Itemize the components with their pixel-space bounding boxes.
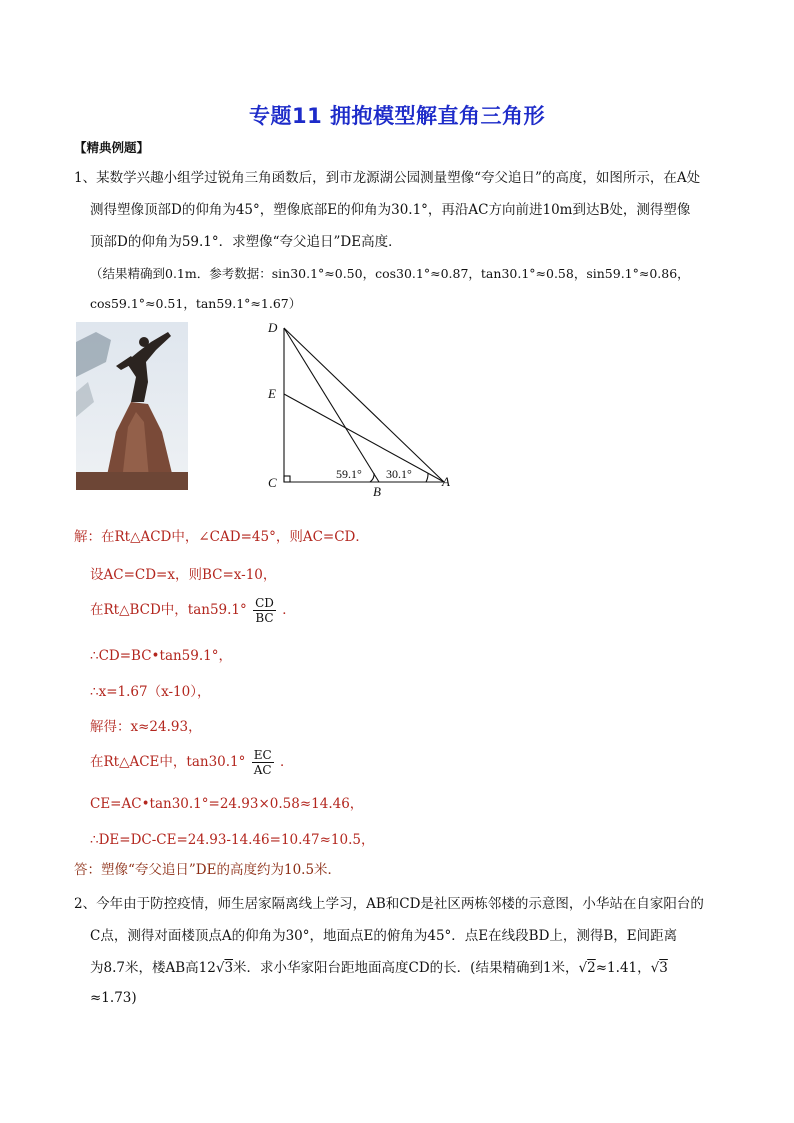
label-d: D xyxy=(268,320,278,335)
label-e: E xyxy=(268,386,276,401)
line-ea xyxy=(284,394,444,482)
angle-b-arc xyxy=(370,473,374,482)
label-c: C xyxy=(268,475,277,490)
problem1-line3: 顶部D的仰角为59.1°．求塑像“夸父追日”DE高度． xyxy=(90,234,402,250)
problem2-line1: 2、今年由于防控疫情，师生居家隔离线上学习，AB和CD是社区两栋邻楼的示意图，小华站在自家阳台的 xyxy=(74,896,704,912)
line-da xyxy=(284,328,444,482)
solution-line8: CE=AC•tan30.1°=24.93×0.58≈14.46， xyxy=(90,796,364,812)
solution-line3: 在Rt△BCD中，tan59.1° $\frac{CD}{BC}$ ． xyxy=(90,596,296,625)
problem1-line1: 1、某数学兴趣小组学过锐角三角函数后，到市龙源湖公园测量塑像“夸父追日”的高度，如图所示，在A处 xyxy=(74,170,701,186)
section-label: 【精典例题】 xyxy=(74,140,150,155)
problem1-line2: 测得塑像顶部D的仰角为45°，塑像底部E的仰角为30.1°，再沿AC方向前进10m到达B处，测得塑像 xyxy=(90,202,691,218)
label-a: A xyxy=(442,474,450,489)
solution-line4: ∴CD=BC•tan59.1°， xyxy=(90,648,232,664)
angle-b-label: 59.1° xyxy=(336,467,362,481)
solution-line2: 设AC=CD=x，则BC=x-10， xyxy=(90,567,277,583)
problem1-line5: cos59.1°≈0.51，tan59.1°≈1.67） xyxy=(90,296,302,311)
problem2-line4: ≈1.73) xyxy=(90,990,137,1006)
solution-line9: ∴DE=DC-CE=24.93-14.46=10.47≈10.5， xyxy=(90,832,375,848)
right-angle-mark xyxy=(284,476,290,482)
solution-line7: 在Rt△ACE中，tan30.1° $\frac{EC}{AC}$ ． xyxy=(90,748,294,777)
page-title: 专题11 拥抱模型解直角三角形 xyxy=(248,104,546,128)
angle-a-arc xyxy=(426,473,428,482)
problem2-line3: 为8.7米，楼AB高12√3米．求小华家阳台距地面高度CD的长．(结果精确到1米，√2≈1.41，√3 xyxy=(90,960,668,976)
triangle-figure xyxy=(264,318,459,500)
problem2-line2: C点，测得对面楼顶点A的仰角为30°，地面点E的俯角为45°．点E在线段BD上，测得B，E间距离 xyxy=(90,928,678,944)
solution-line5: ∴x=1.67（x-10）， xyxy=(90,684,211,700)
problem1-line4: （结果精确到0.1m．参考数据：sin30.1°≈0.50，cos30.1°≈0.87，tan30.1°≈0.58，sin59.1°≈0.86， xyxy=(90,266,690,281)
solution-line6: 解得：x≈24.93， xyxy=(90,719,202,735)
statue-photo xyxy=(76,322,188,490)
solution-line1: 解：在Rt△ACD中，∠CAD=45°，则AC=CD． xyxy=(74,529,369,545)
label-b: B xyxy=(373,484,381,499)
answer-line: 答：塑像“夸父追日”DE的高度约为10.5米． xyxy=(74,862,342,878)
angle-a-label: 30.1° xyxy=(386,467,412,481)
